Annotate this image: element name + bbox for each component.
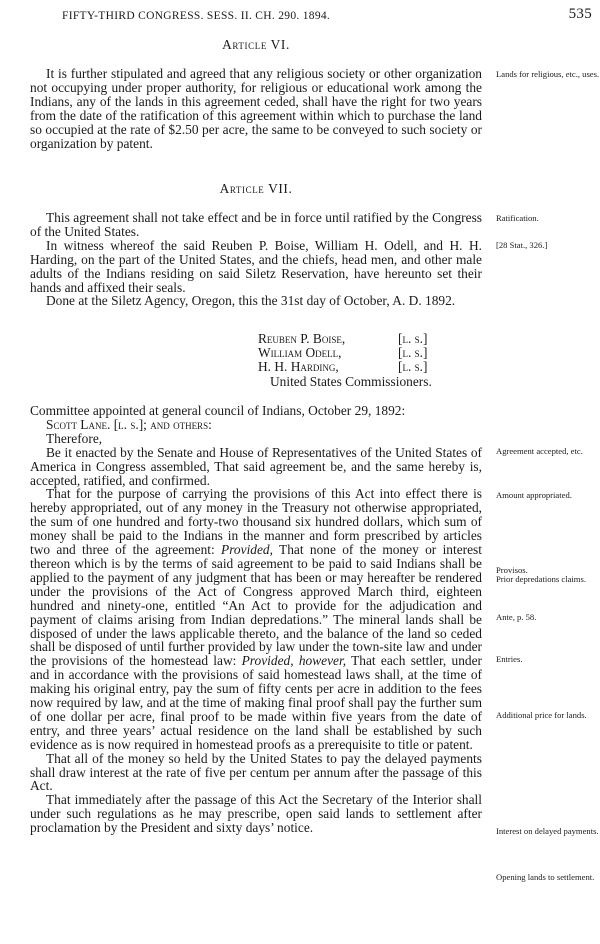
commissioners-title: United States Commissioners.	[270, 373, 432, 389]
done-at-paragraph: Done at the Siletz Agency, Oregon, this the 31st day of October, A. D. 1892.	[46, 293, 456, 309]
margin-note-ante: Ante, p. 58.	[496, 612, 537, 622]
margin-note-stat-ref: [28 Stat., 326.]	[496, 240, 548, 250]
margin-note-amount-appropriated: Amount appropriated.	[496, 490, 572, 500]
margin-note-ratification: Ratification.	[496, 213, 539, 223]
margin-note-prior-depredations: Prior depredations claims.	[496, 574, 586, 584]
margin-note-agreement-accepted: Agreement accepted, etc.	[496, 446, 583, 456]
committee-line: Committee appointed at general council of Indians, October 29, 1892:	[30, 403, 406, 418]
signer-name: William Odell,	[258, 345, 342, 361]
witness-paragraph: In witness whereof the said Reuben P. Boise, William H. Odell, and H. H. Harding, on the part of the United States, and the chiefs, head men, and other male adults of the Indians residing on said Siletz Reservation, have hereunto set their hands and affixed their seals.	[30, 237, 482, 295]
appropriation-text-a: That for the purpose of carrying the provisions of this Act into effect there is hereby appropriated, out of any money in the Treasury not otherwise appropriated, the sum of one hundred and forty-two thousand six hundred dollars, which sum of money shall be paid to the Indians in the manner and form prescribed by articles two and three of the agreement:	[30, 486, 482, 558]
running-title: FIFTY-THIRD CONGRESS. SESS. II. CH. 290. 1894.	[62, 10, 331, 22]
appropriation-paragraph	[30, 487, 482, 751]
signer-name: H. H. Harding,	[258, 359, 339, 375]
appropriation-text-b: That none of the money or interest thereon which is by the terms of said agreement to be paid to said Indians shall be applied to the payment of any judgment that has been or may hereafter be rendered under the provisions of the Act of Congress approved March third, eighteen hundred and ninety-one, entitled “An Act to provide for the adjudication and payment of claims arising from Indian depredations.” The mineral lands shall be disposed of under the laws applicable thereto, and the balance of the land so ceded shall be disposed of until further provided by law under the town-site law and under the provisions of the homestead law:	[30, 542, 482, 669]
signature-block	[258, 332, 488, 389]
margin-note-interest-delayed: Interest on delayed payments.	[496, 826, 599, 836]
seal-mark: [l. s.]	[398, 331, 428, 346]
article-7-heading: Article VII.	[219, 181, 293, 196]
article-7-body	[30, 211, 482, 308]
committee-signer	[30, 418, 482, 432]
therefore-line: Therefore,	[46, 430, 103, 446]
margin-note-additional-price: Additional price for lands.	[496, 710, 587, 720]
proviso-word: Provided,	[221, 542, 273, 558]
margin-note-entries: Entries.	[496, 654, 523, 664]
margin-note-lands-religious: Lands for religious, etc., uses.	[496, 69, 600, 79]
article-6-body	[30, 67, 482, 150]
committee-signer-rest: [l. s.]; and others:	[113, 416, 212, 432]
signer-name: Reuben P. Boise,	[258, 331, 346, 346]
opening-lands-paragraph: That immediately after the passage of this Act the Secretary of the Interior shall under such regulations as he may prescribe, open said lands to settlement after proclamation by the President and sixty days’ notice.	[30, 792, 482, 836]
signature-row	[258, 360, 488, 374]
margin-note-provisos: Provisos.	[496, 565, 528, 575]
page-number: 535	[568, 6, 592, 22]
committee-signer-name: Scott Lane.	[46, 416, 111, 432]
ratification-paragraph: This agreement shall not take effect and be in force until ratified by the Congress of the United States.	[30, 210, 482, 239]
margin-note-opening-lands: Opening lands to settlement.	[496, 872, 595, 882]
commissioners-row	[258, 375, 488, 389]
enactment-body	[30, 404, 482, 835]
seal-mark: [l. s.]	[398, 345, 428, 361]
signature-row	[258, 332, 488, 346]
appropriation-text-c: That each settler, under and in accordance with the provisions of said homestead laws shall, at the time of making his original entry, pay the sum of fifty cents per acre in addition to the fees now required by law, and at the time of making final proof shall pay the further sum of one dollar per acre, final proof to be made within five years from the date of entry, and three years’ actual residence on the land shall be established by such evidence as is now required in homestead proofs as a prerequisite to title or patent.	[30, 653, 482, 752]
signature-row	[258, 346, 488, 360]
interest-paragraph: That all of the money so held by the United States to pay the delayed payments shall draw interest at the rate of five per centum per annum after the passage of this Act.	[30, 750, 482, 794]
article-6-paragraph: It is further stipulated and agreed that any religious society or other organization not occupying under proper authority, for religious or educational work among the Indians, any of the lands in this agreement ceded, shall have the right for two years from the date of the ratification of this agreement within which to purchase the land so occupied at the rate of $2.50 per acre, the same to be conveyed to such society or organization by patent.	[30, 66, 482, 151]
article-6-heading: Article VI.	[222, 37, 290, 52]
running-header	[30, 6, 592, 26]
enacting-clause: Be it enacted by the Senate and House of Representatives of the United States of America in Congress assembled, That said agreement be, and the same hereby is, accepted, ratified, and confirmed.	[30, 444, 482, 488]
seal-mark: [l. s.]	[398, 359, 428, 375]
proviso-however-word: Provided, however,	[241, 653, 347, 669]
